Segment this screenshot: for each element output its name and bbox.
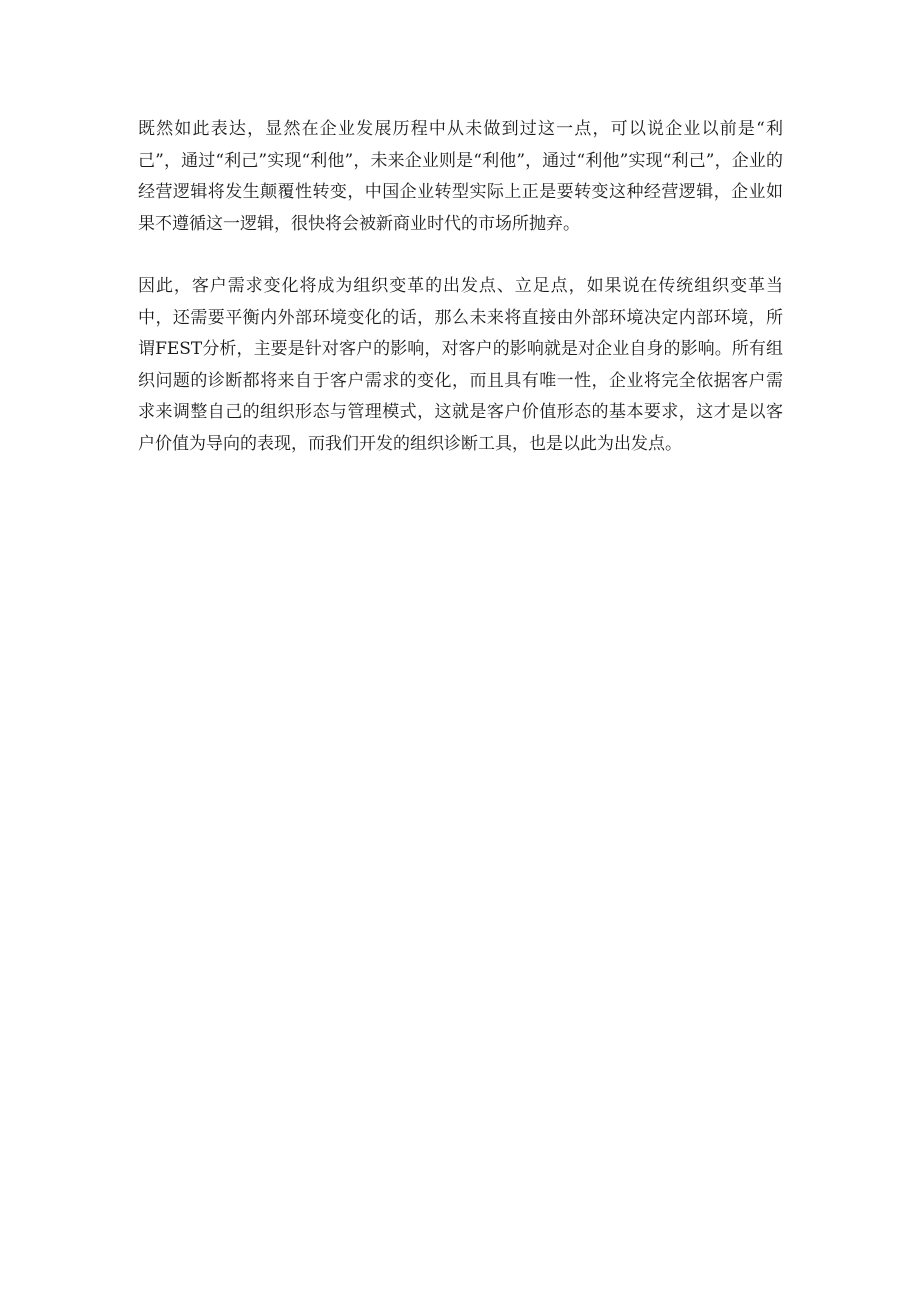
paragraph-1: 既然如此表达，显然在企业发展历程中从未做到过这一点，可以说企业以前是“利己”，通过“利己”实现“利他”，未来企业则是“利他”，通过“利他”实现“利己”，企业的经营逻辑将发生颠覆性转变，中国企业转型实际上正是要转变这种经营逻辑，企业如果不遵循这一逻辑，很快将会被新商业时代的市场所抛弃。 xyxy=(138,119,783,234)
paragraph-2: 因此，客户需求变化将成为组织变革的出发点、立足点，如果说在传统组织变革当中，还需要平衡内外部环境变化的话，那么未来将直接由外部环境决定内部环境，所谓FEST分析，主要是针对客户的影响，对客户的影响就是对企业自身的影响。所有组织问题的诊断都将来自于客户需求的变化，而且具有唯一性，企业将完全依据客户需求来调整自己的组织形态与管理模式，这就是客户价值形态的基本要求，这才是以客户价值为导向的表现，而我们开发的组织诊断工具，也是以此为出发点。 xyxy=(138,276,783,454)
document-body xyxy=(138,114,783,460)
